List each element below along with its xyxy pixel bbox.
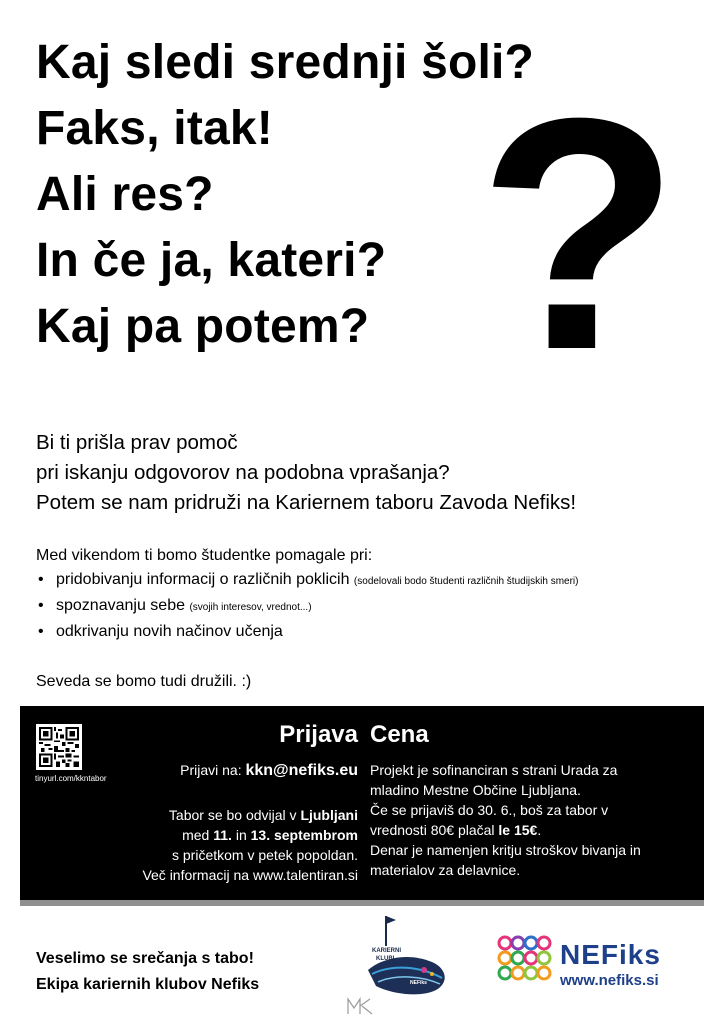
dates-line	[90, 825, 358, 845]
cena-line: Če se prijaviš do 30. 6., boš za tabor v	[370, 802, 609, 818]
cena-line: Projekt je sofinanciran s strani Urada za	[370, 762, 618, 778]
location-line	[90, 805, 358, 825]
cena-line: mladino Mestne Občine Ljubljana.	[370, 782, 581, 798]
kk-logo-text: KLUBI	[376, 956, 395, 962]
details-section	[36, 544, 716, 644]
kk-logo-text: KARIERNI	[372, 948, 402, 954]
qr-code-icon[interactable]	[36, 724, 82, 770]
headline-line: Ali res?	[36, 168, 214, 221]
location-prefix: Tabor se bo odvijal v	[168, 807, 297, 823]
headline-line: Faks, itak!	[36, 102, 273, 155]
email-link[interactable]: kkn@nefiks.eu	[245, 762, 358, 779]
price-prefix: vrednosti 80€ plačal	[370, 822, 495, 838]
cena-body	[370, 760, 700, 880]
kk-logo-text: NEFiks	[410, 980, 427, 986]
footer-text	[36, 946, 259, 998]
panel-divider	[20, 900, 704, 906]
headline-line: Kaj sledi srednji šoli?	[36, 36, 535, 89]
footer-line: Ekipa kariernih klubov Nefiks	[36, 976, 260, 993]
dates-prefix: med	[182, 827, 210, 843]
date-to: 13. septembrom	[250, 827, 358, 843]
footer-line: Veselimo se srečanja s tabo!	[36, 950, 254, 967]
mk-monogram-icon	[346, 996, 376, 1016]
headline-line: Kaj pa potem?	[36, 300, 370, 353]
cena-price-line	[370, 820, 700, 840]
email-line	[90, 760, 358, 781]
bullet-icon: •	[38, 597, 44, 614]
cena-heading: Cena	[370, 721, 429, 748]
social-text: Seveda se bomo tudi družili. :)	[36, 673, 252, 690]
details-list	[36, 568, 716, 644]
location: Ljubljani	[300, 807, 358, 823]
question-mark-icon: ?	[478, 49, 676, 418]
karierni-klubi-logo	[362, 912, 454, 996]
info-panel	[20, 706, 704, 900]
prijava-heading: Prijava	[279, 721, 358, 748]
intro-line: Bi ti prišla prav pomoč	[36, 431, 238, 454]
nefiks-url[interactable]: www.nefiks.si	[560, 972, 659, 989]
intro-text	[36, 428, 716, 518]
nefiks-wordmark: NEFiks	[560, 939, 661, 970]
list-item-note: (sodelovali bodo študenti različnih študijskih smeri)	[353, 576, 579, 587]
list-item-main: spoznavanju sebe	[56, 597, 185, 614]
info-link[interactable]: Več informacij na www.talentiran.si	[142, 867, 358, 883]
list-item-note: (svojih interesov, vrednot...)	[189, 602, 312, 613]
list-item	[36, 594, 716, 620]
price: le 15€	[498, 822, 538, 838]
intro-line: Potem se nam pridruži na Kariernem taboru Zavoda Nefiks!	[36, 491, 577, 514]
prijava-column	[90, 706, 358, 885]
price-suffix: .	[537, 822, 542, 838]
bullet-icon: •	[38, 571, 44, 588]
list-item-main: pridobivanju informacij o različnih poklicih	[56, 571, 350, 588]
qr-url[interactable]: tinyurl.com/kkntabor	[35, 774, 107, 783]
list-item-main: odkrivanju novih načinov učenja	[56, 623, 283, 640]
cena-line: Denar je namenjen kritju stroškov bivanja in	[370, 842, 641, 858]
email-prefix: Prijavi na:	[180, 762, 242, 778]
bullet-icon: •	[38, 623, 44, 640]
details-lead: Med vikendom ti bomo študentke pomagale pri:	[36, 547, 373, 564]
dates-mid: in	[235, 827, 247, 843]
list-item	[36, 568, 716, 594]
intro-line: pri iskanju odgovorov na podobna vprašanja?	[36, 461, 450, 484]
date-from: 11.	[213, 827, 232, 843]
cena-column	[370, 706, 700, 880]
nefiks-circles-logo	[496, 934, 554, 992]
cena-line: materialov za delavnice.	[370, 862, 521, 878]
list-item	[36, 620, 716, 644]
start-line: s pričetkom v petek popoldan.	[172, 847, 358, 863]
headline-line: In če ja, kateri?	[36, 234, 387, 287]
